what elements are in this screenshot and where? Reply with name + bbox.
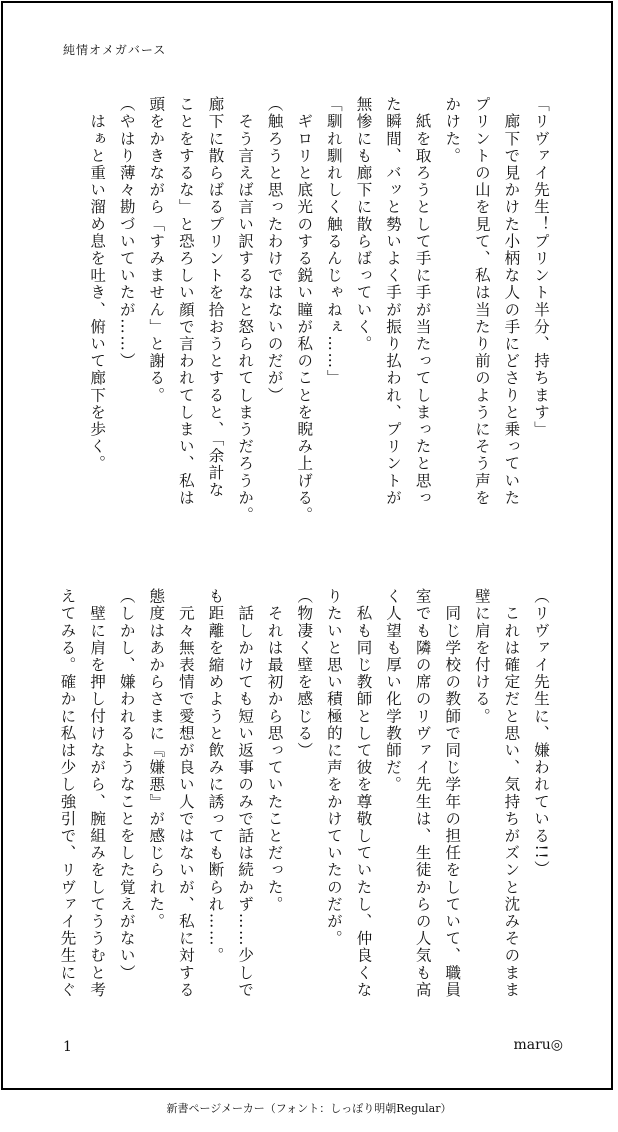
text-line: （しかし、嫌われるようなことをした覚えがない） (117, 588, 136, 982)
text-line: ギロリと底光のする鋭い瞳が私のことを睨み上げる。 (295, 96, 314, 524)
page-number: 1 (63, 1039, 72, 1055)
book-title: 純情オメガバース (63, 43, 167, 57)
text-line: く人望も厚い化学教師だ。 (384, 588, 403, 794)
text-line: プリントの山を見て、私は当たり前のようにそう声を (472, 96, 491, 507)
text-line: 壁に肩を押し付けながら、腕組みをしてううむと考 (88, 588, 107, 999)
text-line: それは最初から思っていたことだった。 (265, 588, 284, 913)
upper-text-column-block (55, 96, 555, 546)
book-page (1, 1, 613, 1090)
text-line: 「リヴァイ先生！プリント半分、持ちます」 (532, 96, 550, 438)
text-line: かけた。 (443, 96, 462, 165)
text-line: 壁に肩を付ける。 (472, 588, 491, 725)
text-line: 室でも隣の席のリヴァイ先生は、生徒からの人気も高 (413, 588, 432, 999)
text-line: た瞬間、バッと勢いよく手が振り払われ、プリントが (384, 96, 403, 507)
text-line: 「馴れ馴れしく触るんじゃねぇ……」 (324, 96, 343, 387)
text-line: （やはり薄々勘づいていたが……） (117, 96, 136, 370)
text-line: （リヴァイ先生に、嫌われている!!） (532, 588, 550, 878)
text-line: そう言えば言い訳するなと怒られてしまうだろうか。 (236, 96, 255, 524)
text-line: 私も同じ教師として彼を尊敬していたし、仲良くな (354, 588, 373, 999)
text-line: 紙を取ろうとして手に手が当たってしまったと思っ (413, 96, 432, 507)
text-line: （触ろうと思ったわけではないのだが） (265, 96, 284, 404)
text-line: これは確定だと思い、気持ちがズンと沈みそのまま (502, 588, 521, 999)
text-line: 無惨にも廊下に散らばっていく。 (354, 96, 373, 353)
text-line: りたいと思い積極的に声をかけていたのだが。 (324, 588, 343, 948)
text-line: 頭をかきながら「すみません」と謝る。 (147, 96, 166, 404)
text-line: 廊下で見かけた小柄な人の手にどさりと乗っていた (502, 96, 521, 507)
author-name: maru◎ (513, 1037, 563, 1053)
text-line: えてみる。確かに私は少し強引で、リヴァイ先生にぐ (58, 588, 77, 999)
lower-text-column-block (55, 588, 555, 1038)
text-line: も距離を縮めようと飲みに誘っても断られ……。 (206, 588, 225, 965)
text-line: （物凄く壁を感じる） (295, 588, 314, 759)
text-line: ことをするな」と恐ろしい顔で言われてしまい、私は (176, 96, 195, 507)
text-line: 態度はあからさまに『嫌悪』が感じられた。 (147, 588, 166, 930)
generator-credit: 新書ページメーカー（フォント：しっぽり明朝Regular） (166, 1102, 452, 1115)
text-line: 廊下に散らばるプリントを拾おうとすると、「余計な (206, 96, 225, 499)
text-line: 同じ学校の教師で同じ学年の担任をしていて、職員 (443, 588, 462, 999)
text-line: はぁと重い溜め息を吐き、俯いて廊下を歩く。 (88, 96, 107, 473)
text-line: 元々無表情で愛想が良い人ではないが、私に対する (176, 588, 195, 999)
text-line: 話しかけても短い返事のみで話は続かず……少しで (236, 588, 255, 999)
